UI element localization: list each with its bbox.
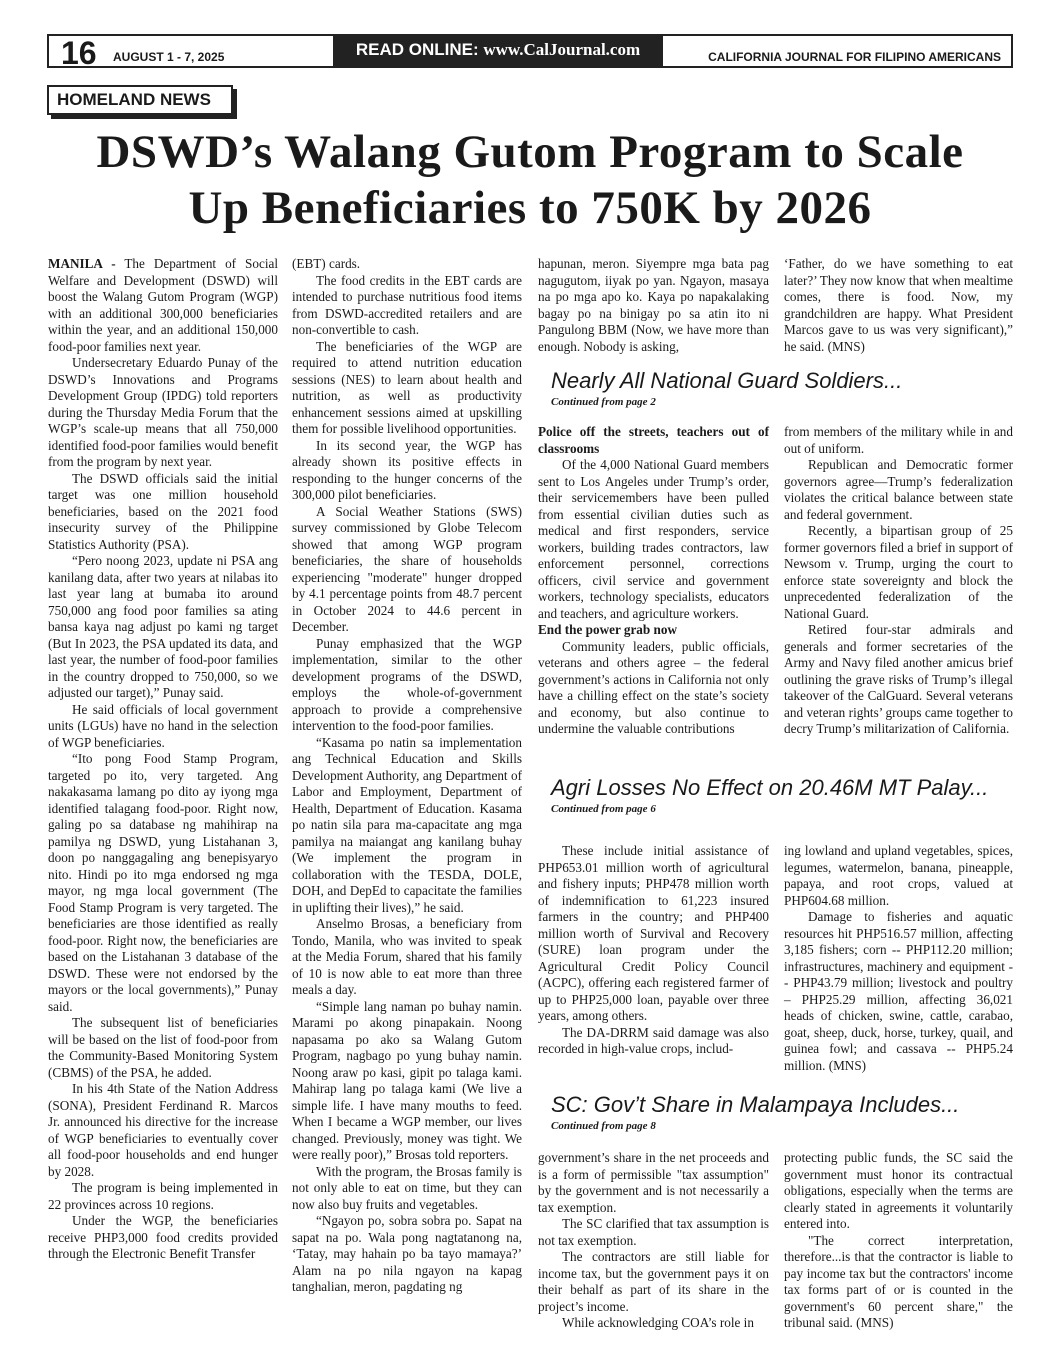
sc-kicker: SC: Gov’t Share in Malampaya Includes... bbox=[551, 1092, 960, 1117]
paragraph: protecting public funds, the SC said the government must honor its contractual obligations, especially when the terms are clearly stated in agreements it voluntarily entered into. bbox=[784, 1150, 1013, 1231]
paragraph: "The correct interpretation, therefore...is that the contractor is liable to pay income tax but the contractors' income tax forms part of or is counted in the government's 60 percent share," the tribunal said. (MNS) bbox=[784, 1232, 1013, 1330]
paragraph: A Social Weather Stations (SWS) survey commissioned by Globe Telecom showed that among WGP program beneficiaries, the share of households experiencing "moderate" hunger dropped by 4.1 percentage points from 48.7 percent in October 2024 to 44.6 percent in December. bbox=[292, 503, 522, 634]
paragraph: The food credits in the EBT cards are intended to purchase nutritious food items from DSWD-accredited retailers and are non-convertible to cash. bbox=[292, 272, 522, 337]
read-online-banner[interactable] bbox=[333, 34, 663, 68]
main-article-column-3 bbox=[538, 256, 769, 355]
paragraph: government’s share in the net proceeds and is a form of permissible "tax assumption" by the government and is not necessarily a tax exemption. bbox=[538, 1150, 769, 1215]
paragraph: Republican and Democratic former governors agree—Trump’s federalization violates the critical balance between state and federal government. bbox=[784, 457, 1013, 522]
paragraph: Community leaders, public officials, veterans and others agree – the federal government’s actions in California not only have a chilling effect on the state’s society and economy, but also continue to undermine the valuable contributions bbox=[538, 638, 769, 736]
main-article-column-1 bbox=[48, 256, 278, 1263]
section-label: HOMELAND NEWS bbox=[47, 85, 233, 115]
guard-kicker: Nearly All National Guard Soldiers... bbox=[551, 368, 903, 393]
sc-article-column-4 bbox=[784, 1150, 1013, 1332]
paragraph: In its second year, the WGP has already shown its positive effects in responding to the hunger concerns of the 300,000 pilot beneficiaries. bbox=[292, 437, 522, 502]
paragraph: Undersecretary Eduardo Punay of the DSWD’s Innovations and Programs Development Group (IPDG) told reporters during the Thursday Media Forum that the WGP’s scale-up means that all 750,000 identified food-poor families would benefit from the program by next year. bbox=[48, 355, 278, 469]
paragraph: While acknowledging COA’s role in bbox=[562, 1315, 754, 1330]
guard-article-column-3 bbox=[538, 424, 769, 738]
subheading: End the power grab now bbox=[538, 622, 677, 637]
paragraph: The program is being implemented in 22 provinces across 10 regions. bbox=[48, 1180, 278, 1212]
paragraph: Anselmo Brosas, a beneficiary from Tondo, Manila, who was invited to speak at the Media Forum, shared that his family of 10 is now able to eat more than three meals a day. bbox=[292, 916, 522, 997]
issue-date: AUGUST 1 - 7, 2025 bbox=[113, 50, 225, 64]
agri-continued-note: Continued from page 6 bbox=[551, 803, 656, 815]
paragraph: from members of the military while in and out of uniform. bbox=[784, 424, 1013, 456]
paragraph: (EBT) cards. bbox=[292, 256, 361, 271]
agri-kicker: Agri Losses No Effect on 20.46M MT Palay... bbox=[551, 775, 989, 800]
paragraph: “Ito pong Food Stamp Program, targeted po ito, very targeted. Ang nakakasama lamang po dito ay iyong mga identified talagang food-poor. Right now, galing po sa database ng mahihirap na pamilya ng DSWD, yung Listahanan 3, doon po nanggagaling ang benepisyaryo nito. Hindi po ito mga endorsed ng mga mayor, ng mga local government (The Food Stamp Program is very targeted. The beneficiaries are those identified as really food-poor. Right now, the beneficiaries are based on the Listahanan 3 database of the DSWD. These were not endorsed by the mayors or the local governments),” Punay said. bbox=[48, 751, 278, 1014]
page-number: 16 bbox=[61, 35, 97, 71]
paragraph: The subsequent list of beneficiaries will be based on the list of food-poor from the Community-Based Monitoring System (CBMS) of the PSA, he added. bbox=[48, 1015, 278, 1080]
paragraph: Retired four-star admirals and generals and former secretaries of the Army and Navy filed another amicus brief outlining the grave risks of Trump’s illegal takeover of the CalGuard. Several veterans and veteran rights’ groups came together to decry Trump’s militarization of California. bbox=[784, 622, 1013, 736]
main-headline: DSWD’s Walang Gutom Program to Scale Up Beneficiaries to 750K by 2026 bbox=[96, 126, 964, 234]
paragraph: Of the 4,000 National Guard members sent to Los Angeles under Trump’s order, their servicemembers have been pulled from essential civilian duties such as medical and first responders, service workers, building trades contractors, law enforcement personnel, corrections officers, civil service and government workers, technology specialists, educators and teachers, and agriculture workers. bbox=[538, 457, 769, 621]
paragraph: “Kasama po natin sa implementation ang Technical Education and Skills Development Authority, ang Department of Labor and Employment, Department of Health, Department of Education. Kasama po natin sila para ma-capacitate ang mga pamilya na maiangat ang kanilang buhay (We implement the program in collaboration with the TESDA, DOLE, DOH, and DepEd to capacitate the families in uplifting their lives),” he said. bbox=[292, 734, 522, 915]
agri-article-column-4 bbox=[784, 843, 1013, 1074]
paragraph: hapunan, meron. Siyempre mga bata pag nagugutom, iiyak po yan. Ngayon, masaya na po mga apo ko. Kaya po napakalaking bagay po na binigay po sa atin ito ni Pangulong BBM (Now, we have more than enough. Nobody is asking, bbox=[538, 256, 769, 354]
paragraph: In his 4th State of the Nation Address (SONA), President Ferdinand R. Marcos Jr. announced his directive for the increase of WGP beneficiaries to eventually cover all food-poor households and end hunger by 2028. bbox=[48, 1081, 278, 1179]
paragraph: “Pero noong 2023, update ni PSA ang kanilang data, after two years at nilabas ito last year lang at bumaba ito around 750,000 ang food poor families sa ating bansa kaya nag adjust po kami ng target (But In 2023, the PSA updated its data, and last year, the number of food-poor families in the country dropped to 750,000, so we adjusted our target),” Punay said. bbox=[48, 553, 278, 700]
main-article-column-2 bbox=[292, 256, 522, 1296]
dateline: MANILA - bbox=[48, 256, 116, 271]
paragraph: ing lowland and upland vegetables, spices, legumes, watermelon, banana, pineapple, papaya, and root crops, valued at PHP604.68 million. bbox=[784, 843, 1013, 908]
paragraph: “Ngayon po, sobra sobra po. Sapat na sapat na po. Wala pong nagtatanong na, ‘Tatay, may hahain po ba tayo mamaya?’ Alam na po nila ngayon na kapag tanghalian, meron, pagdating ng bbox=[292, 1213, 522, 1294]
page-header bbox=[47, 34, 1013, 71]
guard-continued-note: Continued from page 2 bbox=[551, 396, 656, 408]
read-online-label: READ ONLINE: bbox=[355, 40, 479, 59]
paragraph: The SC clarified that tax assumption is not tax exemption. bbox=[538, 1216, 769, 1248]
paragraph: The contractors are still liable for income tax, but the government pays it on their behalf as part of its share in the project’s income. bbox=[538, 1249, 769, 1314]
main-article-column-4 bbox=[784, 256, 1013, 355]
lead-paragraph: MANILA - The Department of Social Welfare and Development (DSWD) will boost the Walang Gutom Program (WGP) with an additional 300,000 beneficiaries within the year, and an additional 150,000 food-poor families next year. bbox=[48, 256, 278, 354]
paragraph: These include initial assistance of PHP653.01 million worth of agricultural and fishery inputs; PHP478 million worth of indemnification to 61,223 insured farmers in the country; and PHP400 million worth of Survival and Recovery (SURE) loan program under the Agricultural Credit Policy Council (ACPC), offering each registered farmer of up to PHP25,000 loan, payable over three years, among others. bbox=[538, 843, 769, 1023]
paragraph: The DA-DRRM said damage was also recorded in high-value crops, includ- bbox=[538, 1024, 769, 1056]
publication-name: CALIFORNIA JOURNAL FOR FILIPINO AMERICANS bbox=[708, 50, 1001, 64]
agri-article-column-3 bbox=[538, 843, 769, 1058]
paragraph: The DSWD officials said the initial target was one million household beneficiaries, based on the 2021 food insecurity survey of the Philippine Statistics Authority (PSA). bbox=[48, 470, 278, 552]
paragraph: With the program, the Brosas family is not only able to eat on time, but they can now also buy fruits and vegetables. bbox=[292, 1163, 522, 1212]
paragraph: “Simple lang naman po buhay namin. Marami po akong pinapakain. Noong napasama po ako sa Walang Gutom Program, nagbago po yung buhay namin. Noong araw po kasi, gipit po talaga kami. Mahirap lang po talaga kami (We live a simple life. I have many mouths to feed. When I became a WGP member, our lives changed. Previously, money was tight. We were really poor),” Brosas told reporters. bbox=[292, 998, 522, 1162]
paragraph: Under the WGP, the beneficiaries receive PHP3,000 food credits provided through the Electronic Benefit Transfer bbox=[48, 1213, 278, 1261]
sc-continued-note: Continued from page 8 bbox=[551, 1120, 656, 1132]
paragraph: Punay emphasized that the WGP implementation, similar to the other development programs of the DSWD, employs the whole-of-government approach to provide a comprehensive intervention to the food-poor families. bbox=[292, 635, 522, 733]
sc-article-column-3 bbox=[538, 1150, 769, 1332]
paragraph: Damage to fisheries and aquatic resources hit PHP516.57 million, affecting 3,185 fishers; corn -- PHP112.20 million; infrastructures, machinery and equipment -- PHP43.79 million; livestock and poultry – PHP25.29 million, affecting 36,021 heads of chicken, swine, cattle, carabao, goat, sheep, duck, horse, turkey, quail, and guinea fowl; and cassava -- PHP5.24 million. (MNS) bbox=[784, 909, 1013, 1073]
paragraph: ‘Father, do we have something to eat later?’ They now know that when mealtime comes, there is food. Now, my grandchildren are happy. What President Marcos gave to us was very significant),” he said. (MNS) bbox=[784, 256, 1013, 354]
paragraph: He said officials of local government units (LGUs) have no hand in the selection of WGP beneficiaries. bbox=[48, 701, 278, 750]
paragraph: Recently, a bipartisan group of 25 former governors filed a brief in support of Newsom v. Trump, urging the court to enforce state sovereignty and block the unprecedented federalization of the National Guard. bbox=[784, 523, 1013, 621]
guard-article-column-4 bbox=[784, 424, 1013, 738]
subheading: Police off the streets, teachers out of classrooms bbox=[538, 424, 769, 456]
read-online-link[interactable]: www.CalJournal.com bbox=[483, 40, 641, 59]
paragraph: The beneficiaries of the WGP are required to attend nutrition education sessions (NES) to learn about health and nutrition, as well as productivity enhancement sessions aimed at upskilling them for possible livelihood opportunities. bbox=[292, 338, 522, 436]
